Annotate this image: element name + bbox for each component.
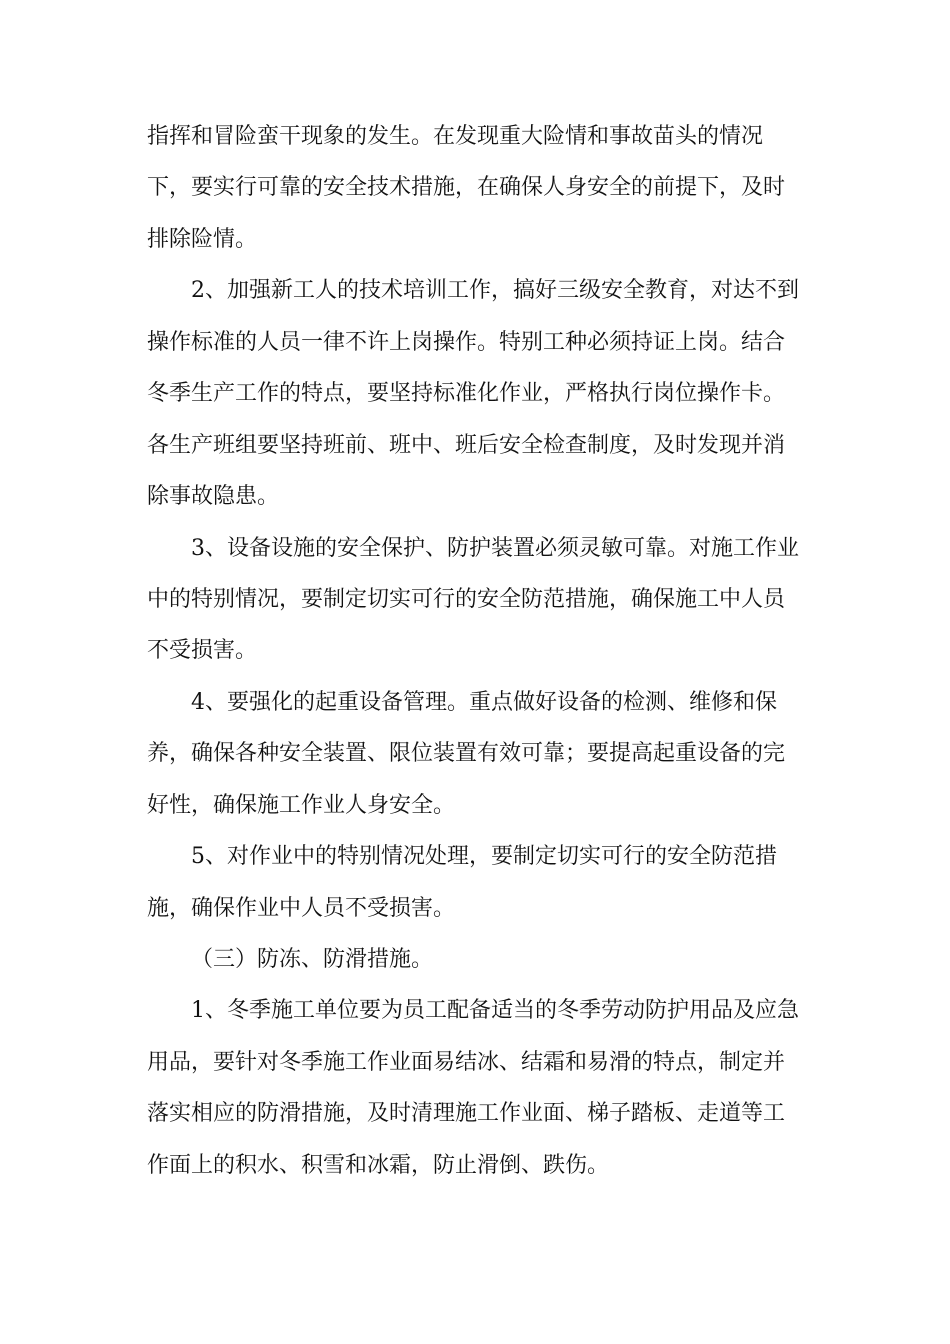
text-line: 施，确保作业中人员不受损害。 [147,895,456,921]
text-line: 中的特别情况，要制定切实可行的安全防范措施，确保施工中人员 [147,586,786,612]
text-line: 作面上的积水、积雪和冰霜，防止滑倒、跌伤。 [147,1152,610,1178]
text-line: 落实相应的防滑措施，及时清理施工作业面、梯子踏板、走道等工 [147,1101,786,1127]
text-line: 冬季生产工作的特点，要坚持标准化作业，严格执行岗位操作卡。 [147,381,786,407]
paragraph-start-line: 4、要强化的起重设备管理。重点做好设备的检测、维修和保 [191,689,777,715]
text-line: 好性，确保施工作业人身安全。 [147,792,456,818]
paragraph-start-line: 2、加强新工人的技术培训工作，搞好三级安全教育，对达不到 [191,278,799,304]
text-line: 不受损害。 [147,638,258,664]
text-line: 操作标准的人员一律不许上岗操作。特别工种必须持证上岗。结合 [147,329,786,355]
text-line: 除事故隐患。 [147,484,280,510]
text-line: 排除险情。 [147,226,258,252]
section-heading: （三）防冻、防滑措施。 [191,947,434,972]
text-line: 指挥和冒险蛮干现象的发生。在发现重大险情和事故苗头的情况 [147,124,764,149]
document-page [147,111,817,1191]
text-line: 养，确保各种安全装置、限位装置有效可靠；要提高起重设备的完 [147,741,786,767]
paragraph-start-line: 5、对作业中的特别情况处理，要制定切实可行的安全防范措 [191,844,777,870]
paragraph-start-line: 1、冬季施工单位要为员工配备适当的冬季劳动防护用品及应急 [191,998,799,1024]
paragraph-start-line: 3、设备设施的安全保护、防护装置必须灵敏可靠。对施工作业 [191,535,799,561]
text-line: 各生产班组要坚持班前、班中、班后安全检查制度，及时发现并消 [147,432,786,458]
text-line: 用品，要针对冬季施工作业面易结冰、结霜和易滑的特点，制定并 [147,1049,786,1075]
text-line: 下，要实行可靠的安全技术措施，在确保人身安全的前提下，及时 [147,175,786,201]
